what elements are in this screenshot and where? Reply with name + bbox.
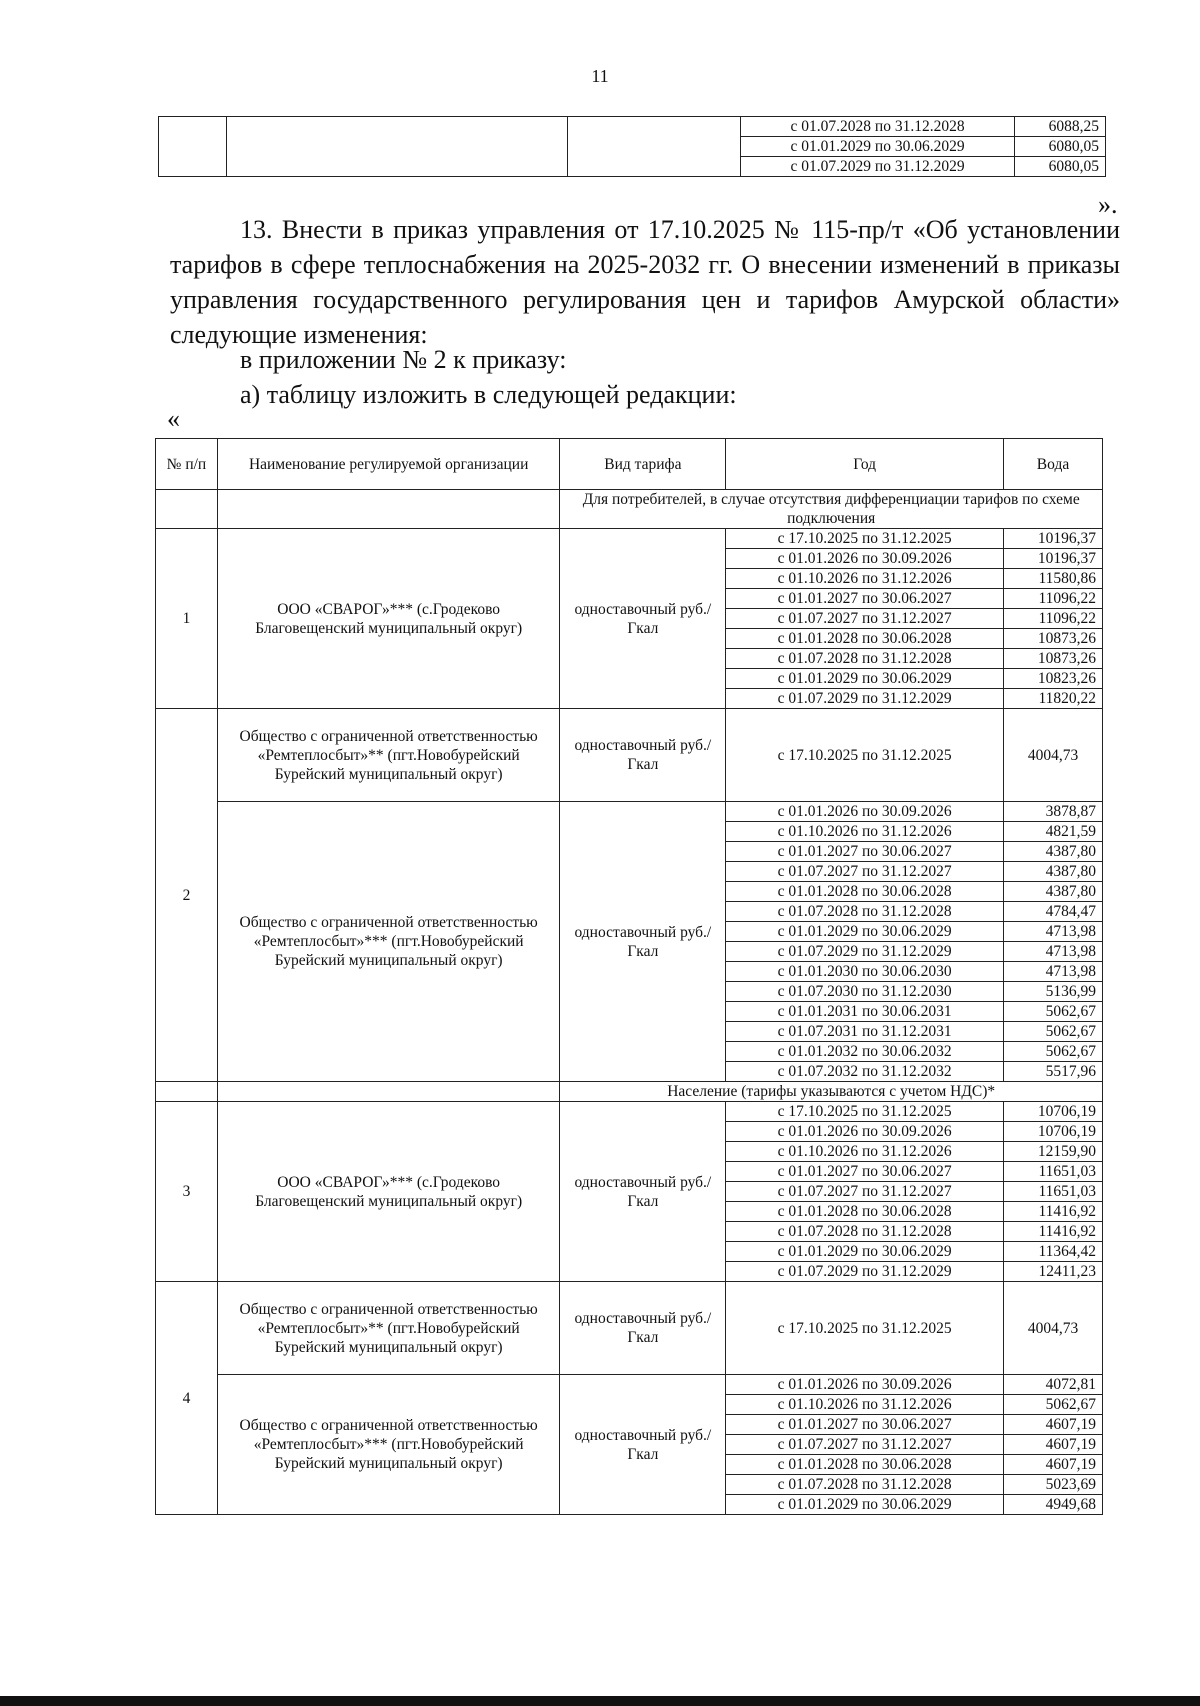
value-cell: 5062,67 xyxy=(1004,1022,1103,1042)
value-cell: 4387,80 xyxy=(1004,882,1103,902)
period-cell: с 01.01.2027 по 30.06.2027 xyxy=(726,1162,1004,1182)
period-cell: с 01.07.2031 по 31.12.2031 xyxy=(726,1022,1004,1042)
period-cell: с 01.10.2026 по 31.12.2026 xyxy=(726,822,1004,842)
num-cell xyxy=(159,117,227,177)
value-cell: 4072,81 xyxy=(1004,1375,1103,1395)
tariff-type: одноставочный руб./Гкал xyxy=(560,1375,726,1515)
value-cell: 10873,26 xyxy=(1004,629,1103,649)
period-cell: с 01.01.2028 по 30.06.2028 xyxy=(726,882,1004,902)
period-cell: с 17.10.2025 по 31.12.2025 xyxy=(726,709,1004,802)
value-cell: 4607,19 xyxy=(1004,1455,1103,1475)
paragraph-13 xyxy=(170,212,1120,352)
period-cell: с 01.10.2026 по 31.12.2026 xyxy=(726,1142,1004,1162)
value-cell: 5062,67 xyxy=(1004,1395,1103,1415)
table-row xyxy=(156,1102,1103,1122)
period-cell: с 01.01.2026 по 30.09.2026 xyxy=(726,802,1004,822)
value-cell: 11096,22 xyxy=(1004,609,1103,629)
table-instruction-line: а) таблицу изложить в следующей редакции: xyxy=(240,380,737,409)
value-cell: 4821,59 xyxy=(1004,822,1103,842)
tariff-type: одноставочный руб./Гкал xyxy=(560,529,726,709)
period-cell: с 01.01.2028 по 30.06.2028 xyxy=(726,1202,1004,1222)
value-cell: 10706,19 xyxy=(1004,1122,1103,1142)
value-cell: 6080,05 xyxy=(1015,157,1106,177)
value-cell: 10196,37 xyxy=(1004,529,1103,549)
row-number: 1 xyxy=(156,529,218,709)
value-cell: 4949,68 xyxy=(1004,1495,1103,1515)
period-cell: с 01.07.2028 по 31.12.2028 xyxy=(741,117,1015,137)
value-cell: 4713,98 xyxy=(1004,922,1103,942)
table-row xyxy=(156,1375,1103,1395)
table-row xyxy=(156,1082,1103,1102)
period-cell: с 01.01.2029 по 30.06.2029 xyxy=(726,1242,1004,1262)
empty-cell xyxy=(156,490,218,529)
org-name: Общество с ограниченной ответственностью «Ремтеплосбыт»** (пгт.Новобурейский Бурейский муниципальный округ) xyxy=(217,1282,560,1375)
period-cell: с 01.07.2027 по 31.12.2027 xyxy=(726,1435,1004,1455)
empty-cell xyxy=(156,1082,218,1102)
value-cell: 11820,22 xyxy=(1004,689,1103,709)
value-cell: 11364,42 xyxy=(1004,1242,1103,1262)
period-cell: с 17.10.2025 по 31.12.2025 xyxy=(726,1102,1004,1122)
value-cell: 4784,47 xyxy=(1004,902,1103,922)
empty-cell xyxy=(217,1082,560,1102)
page-number: 11 xyxy=(591,66,609,86)
period-cell: с 01.10.2026 по 31.12.2026 xyxy=(726,1395,1004,1415)
period-cell: с 17.10.2025 по 31.12.2025 xyxy=(726,1282,1004,1375)
org-name: Общество с ограниченной ответственностью «Ремтеплосбыт»** (пгт.Новобурейский Бурейский муниципальный округ) xyxy=(217,709,560,802)
section-heading-consumers: Для потребителей, в случае отсутствия дифференциации тарифов по схеме подключения xyxy=(560,490,1103,529)
closing-quote: ». xyxy=(1098,190,1118,219)
period-cell: с 01.01.2028 по 30.06.2028 xyxy=(726,1455,1004,1475)
value-cell: 4004,73 xyxy=(1004,1282,1103,1375)
value-cell: 4713,98 xyxy=(1004,962,1103,982)
value-cell: 12411,23 xyxy=(1004,1262,1103,1282)
table-row xyxy=(156,802,1103,822)
header-num: № п/п xyxy=(156,439,218,490)
tariff-type: одноставочный руб./Гкал xyxy=(560,802,726,1082)
org-name: ООО «СВАРОГ»*** (с.Гродеково Благовещенский муниципальный округ) xyxy=(217,529,560,709)
period-cell: с 01.07.2029 по 31.12.2029 xyxy=(726,1262,1004,1282)
value-cell: 5062,67 xyxy=(1004,1002,1103,1022)
period-cell: с 01.07.2030 по 31.12.2030 xyxy=(726,982,1004,1002)
period-cell: с 01.07.2029 по 31.12.2029 xyxy=(726,689,1004,709)
value-cell: 10823,26 xyxy=(1004,669,1103,689)
tariff-type: одноставочный руб./Гкал xyxy=(560,1102,726,1282)
period-cell: с 01.07.2027 по 31.12.2027 xyxy=(726,609,1004,629)
period-cell: с 01.07.2029 по 31.12.2029 xyxy=(726,942,1004,962)
row-number: 2 xyxy=(156,709,218,1082)
org-name: Общество с ограниченной ответственностью «Ремтеплосбыт»*** (пгт.Новобурейский Бурейский муниципальный округ) xyxy=(217,1375,560,1515)
period-cell: с 01.07.2028 по 31.12.2028 xyxy=(726,1222,1004,1242)
value-cell: 10706,19 xyxy=(1004,1102,1103,1122)
appendix-line: в приложении № 2 к приказу: xyxy=(240,345,567,374)
table-row xyxy=(159,117,1106,137)
row-number: 3 xyxy=(156,1102,218,1282)
section-heading-population: Население (тарифы указываются с учетом НДС)* xyxy=(560,1082,1103,1102)
header-type: Вид тарифа xyxy=(560,439,726,490)
value-cell: 11651,03 xyxy=(1004,1182,1103,1202)
value-cell: 4387,80 xyxy=(1004,862,1103,882)
period-cell: с 17.10.2025 по 31.12.2025 xyxy=(726,529,1004,549)
opening-quote: « xyxy=(167,404,180,433)
value-cell: 11580,86 xyxy=(1004,569,1103,589)
table-header-row xyxy=(156,439,1103,490)
row-number: 4 xyxy=(156,1282,218,1515)
value-cell: 5062,67 xyxy=(1004,1042,1103,1062)
tariff-table xyxy=(155,438,1103,1515)
period-cell: с 01.01.2027 по 30.06.2027 xyxy=(726,589,1004,609)
value-cell: 5136,99 xyxy=(1004,982,1103,1002)
period-cell: с 01.07.2027 по 31.12.2027 xyxy=(726,862,1004,882)
period-cell: с 01.07.2029 по 31.12.2029 xyxy=(741,157,1015,177)
tariff-type: одноставочный руб./Гкал xyxy=(560,709,726,802)
value-cell: 5023,69 xyxy=(1004,1475,1103,1495)
value-cell: 6088,25 xyxy=(1015,117,1106,137)
value-cell: 4004,73 xyxy=(1004,709,1103,802)
period-cell: с 01.07.2027 по 31.12.2027 xyxy=(726,1182,1004,1202)
scan-edge xyxy=(0,1696,1200,1706)
period-cell: с 01.01.2026 по 30.09.2026 xyxy=(726,549,1004,569)
value-cell: 11416,92 xyxy=(1004,1222,1103,1242)
org-name: Общество с ограниченной ответственностью «Ремтеплосбыт»*** (пгт.Новобурейский Бурейский муниципальный округ) xyxy=(217,802,560,1082)
period-cell: с 01.01.2026 по 30.09.2026 xyxy=(726,1375,1004,1395)
period-cell: с 01.01.2029 по 30.06.2029 xyxy=(726,1495,1004,1515)
value-cell: 11096,22 xyxy=(1004,589,1103,609)
period-cell: с 01.01.2029 по 30.06.2029 xyxy=(726,922,1004,942)
header-org: Наименование регулируемой организации xyxy=(217,439,560,490)
value-cell: 4607,19 xyxy=(1004,1435,1103,1455)
continued-tariff-table xyxy=(158,116,1106,177)
period-cell: с 01.01.2026 по 30.09.2026 xyxy=(726,1122,1004,1142)
period-cell: с 01.01.2032 по 30.06.2032 xyxy=(726,1042,1004,1062)
value-cell: 11416,92 xyxy=(1004,1202,1103,1222)
period-cell: с 01.10.2026 по 31.12.2026 xyxy=(726,569,1004,589)
table-row xyxy=(156,1282,1103,1375)
period-cell: с 01.07.2028 по 31.12.2028 xyxy=(726,902,1004,922)
tariff-type: одноставочный руб./Гкал xyxy=(560,1282,726,1375)
section-row xyxy=(156,490,1103,529)
table-row xyxy=(156,529,1103,549)
tariff-type-cell xyxy=(568,117,741,177)
paragraph-13-text: 13. Внести в приказ управления от 17.10.2025 № 115-пр/т «Об установлении тарифов в сфере теплоснабжения на 2025-2032 гг. О внесении изменений в приказы управления государственного регулирования цен и тарифов Амурской области» следующие изменения: xyxy=(170,215,1120,349)
value-cell: 3878,87 xyxy=(1004,802,1103,822)
period-cell: с 01.01.2029 по 30.06.2029 xyxy=(741,137,1015,157)
period-cell: с 01.07.2028 по 31.12.2028 xyxy=(726,649,1004,669)
period-cell: с 01.01.2027 по 30.06.2027 xyxy=(726,842,1004,862)
period-cell: с 01.01.2028 по 30.06.2028 xyxy=(726,629,1004,649)
header-water: Вода xyxy=(1004,439,1103,490)
value-cell: 10196,37 xyxy=(1004,549,1103,569)
value-cell: 4387,80 xyxy=(1004,842,1103,862)
period-cell: с 01.01.2031 по 30.06.2031 xyxy=(726,1002,1004,1022)
header-year: Год xyxy=(726,439,1004,490)
value-cell: 11651,03 xyxy=(1004,1162,1103,1182)
period-cell: с 01.07.2028 по 31.12.2028 xyxy=(726,1475,1004,1495)
empty-cell xyxy=(217,490,560,529)
table-row xyxy=(156,709,1103,802)
org-cell xyxy=(226,117,568,177)
value-cell: 5517,96 xyxy=(1004,1062,1103,1082)
period-cell: с 01.07.2032 по 31.12.2032 xyxy=(726,1062,1004,1082)
org-name: ООО «СВАРОГ»*** (с.Гродеково Благовещенский муниципальный округ) xyxy=(217,1102,560,1282)
value-cell: 12159,90 xyxy=(1004,1142,1103,1162)
value-cell: 10873,26 xyxy=(1004,649,1103,669)
period-cell: с 01.01.2029 по 30.06.2029 xyxy=(726,669,1004,689)
value-cell: 4713,98 xyxy=(1004,942,1103,962)
period-cell: с 01.01.2030 по 30.06.2030 xyxy=(726,962,1004,982)
value-cell: 4607,19 xyxy=(1004,1415,1103,1435)
period-cell: с 01.01.2027 по 30.06.2027 xyxy=(726,1415,1004,1435)
value-cell: 6080,05 xyxy=(1015,137,1106,157)
